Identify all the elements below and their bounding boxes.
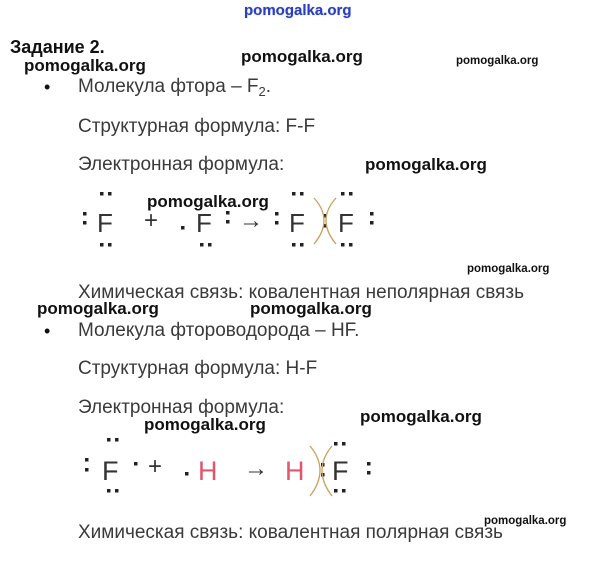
watermark: pomogalka.org [24, 56, 146, 75]
section1-structural-formula: Структурная формула: F-F [78, 116, 316, 137]
hf-product-fluorine: F [332, 456, 349, 486]
section1-bullet-subscript: 2 [258, 84, 266, 99]
watermark: pomogalka.org [250, 299, 372, 318]
section1-bond-type: Химическая связь: ковалентная неполярная связь [78, 282, 524, 303]
f2-left-atom: F [97, 208, 113, 238]
f2-lewis-equation [78, 188, 388, 252]
section2-bond-type: Химическая связь: ковалентная полярная связь [78, 522, 503, 543]
hf-hydrogen-atom: H [198, 456, 218, 486]
watermark-top: pomogalka.org [244, 2, 352, 19]
hf-left-atom: F [102, 456, 119, 486]
hf-product-hydrogen: H [285, 456, 305, 486]
f2-right-atom: F [196, 208, 212, 238]
section1-electronic-label: Электронная формула: [78, 154, 285, 175]
section2-structural-formula: Структурная формула: H-F [78, 358, 318, 379]
section2-bullet: Молекула фтороводорода – HF. [78, 320, 360, 341]
orbital-overlap-icon [322, 446, 332, 496]
f2-arrow: → [239, 207, 263, 234]
watermark: pomogalka.org [37, 299, 159, 318]
orbital-overlap-icon [310, 446, 320, 496]
hf-lewis-equation [78, 434, 378, 504]
bullet-icon: • [44, 321, 51, 341]
watermark: pomogalka.org [467, 263, 550, 275]
watermark: pomogalka.org [147, 192, 269, 211]
section1-bullet-tail: . [265, 76, 272, 97]
section2-electronic-label: Электронная формула: [78, 397, 285, 418]
watermark: pomogalka.org [484, 515, 567, 527]
watermark: pomogalka.org [456, 55, 539, 67]
hf-arrow: → [244, 455, 268, 482]
watermark: pomogalka.org [144, 415, 266, 434]
orbital-overlap-icon [314, 198, 324, 244]
f2-product-atom-1: F [289, 208, 305, 238]
task-heading: Задание 2. [10, 37, 105, 57]
watermark: pomogalka.org [360, 407, 482, 426]
orbital-overlap-icon [326, 198, 336, 244]
section1-bullet [78, 76, 271, 99]
section1-bullet-text: Молекула фтора – F [78, 76, 259, 97]
f2-product-atom-2: F [338, 208, 354, 238]
watermark: pomogalka.org [241, 47, 363, 66]
hf-plus: + [148, 453, 163, 480]
f2-plus: + [144, 207, 159, 234]
watermark: pomogalka.org [365, 155, 487, 174]
bullet-icon: • [44, 77, 51, 97]
